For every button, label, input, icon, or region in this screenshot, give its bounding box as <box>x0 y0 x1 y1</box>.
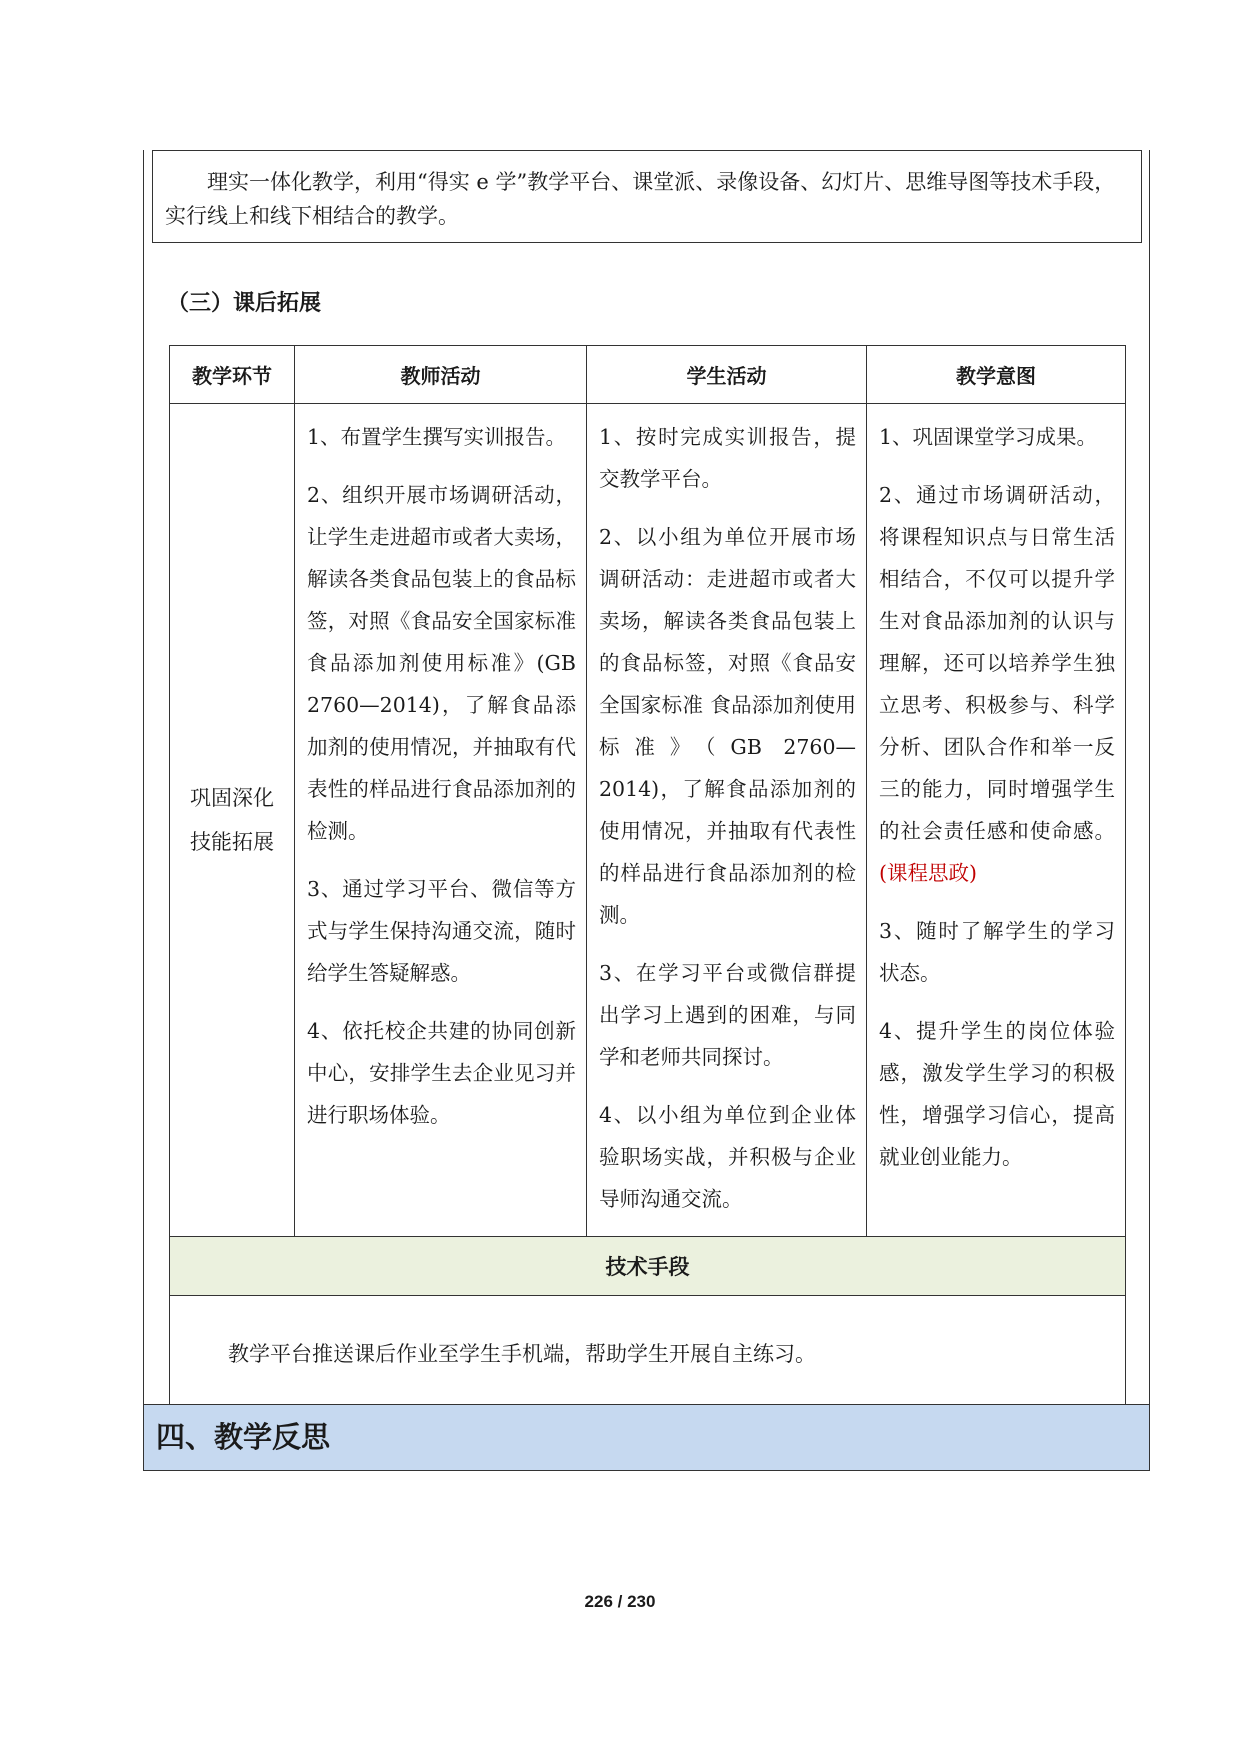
header-phase: 教学环节 <box>170 346 295 404</box>
intent-item: 4、提升学生的岗位体验感，激发学生学习的积极性，增强学习信心，提高就业创业能力。 <box>879 1019 1115 1169</box>
student-item: 4、以小组为单位到企业体验职场实战，并积极与企业导师沟通交流。 <box>599 1103 856 1211</box>
intro-box <box>152 150 1142 243</box>
ideology-tag: (课程思政) <box>879 861 977 885</box>
phase-line: 技能拓展 <box>190 830 274 854</box>
intent-item <box>879 474 1115 894</box>
section-heading: （三）课后拓展 <box>167 291 322 316</box>
student-item: 1、按时完成实训报告，提交教学平台。 <box>599 425 856 491</box>
teacher-item: 2、组织开展市场调研活动，让学生走进超市或者大卖场，解读各类食品包装上的食品标签，对照《食品安全国家标准 食品添加剂使用标准》(GB 2760—2014)，了解食品添加剂的使用情况，并抽取有代表性的样品进行食品添加剂的检测。 <box>307 483 576 843</box>
tech-body-row <box>170 1296 1126 1410</box>
student-item: 3、在学习平台或微信群提出学习上遇到的困难，与同学和老师共同探讨。 <box>599 961 856 1069</box>
page-number: 226 / 230 <box>584 1592 656 1611</box>
header-student: 学生活动 <box>587 346 867 404</box>
table-row <box>170 404 1126 1237</box>
student-item: 2、以小组为单位开展市场调研活动：走进超市或者大卖场，解读各类食品包装上的食品标签，对照《食品安全国家标准 食品添加剂使用标准》（GB 2760—2014)，了解食品添加剂的使用情况，并抽取有代表性的样品进行食品添加剂的检测。 <box>599 525 856 927</box>
intent-item-text: 2、通过市场调研活动，将课程知识点与日常生活相结合，不仅可以提升学生对食品添加剂的认识与理解，还可以培养学生独立思考、积极参与、科学分析、团队合作和举一反三的能力，同时增强学生的社会责任感和使命感。 <box>879 483 1115 843</box>
phase-line: 巩固深化 <box>190 786 274 810</box>
header-teacher: 教师活动 <box>295 346 587 404</box>
next-section-title: 四、教学反思 <box>143 1404 1150 1471</box>
teacher-item: 1、布置学生撰写实训报告。 <box>307 425 567 449</box>
tech-text: 教学平台推送课后作业至学生手机端，帮助学生开展自主练习。 <box>170 1296 1126 1410</box>
tech-label: 技术手段 <box>170 1237 1126 1296</box>
intent-item: 3、随时了解学生的学习状态。 <box>879 919 1115 985</box>
teacher-activity-cell <box>295 404 587 1237</box>
phase-cell <box>170 404 295 1237</box>
teaching-intent-cell <box>867 404 1126 1237</box>
teacher-item: 4、依托校企共建的协同创新中心，安排学生去企业见习并进行职场体验。 <box>307 1019 576 1127</box>
table-header-row <box>170 346 1126 404</box>
header-intent: 教学意图 <box>867 346 1126 404</box>
intro-text: 理实一体化教学，利用“得实 e 学”教学平台、课堂派、录像设备、幻灯片、思维导图等技术手段，实行线上和线下相结合的教学。 <box>165 170 1116 228</box>
student-activity-cell <box>587 404 867 1237</box>
teacher-item: 3、通过学习平台、微信等方式与学生保持沟通交流，随时给学生答疑解惑。 <box>307 877 576 985</box>
extension-table <box>169 345 1126 1410</box>
tech-header-row <box>170 1237 1126 1296</box>
intent-item: 1、巩固课堂学习成果。 <box>879 425 1098 449</box>
